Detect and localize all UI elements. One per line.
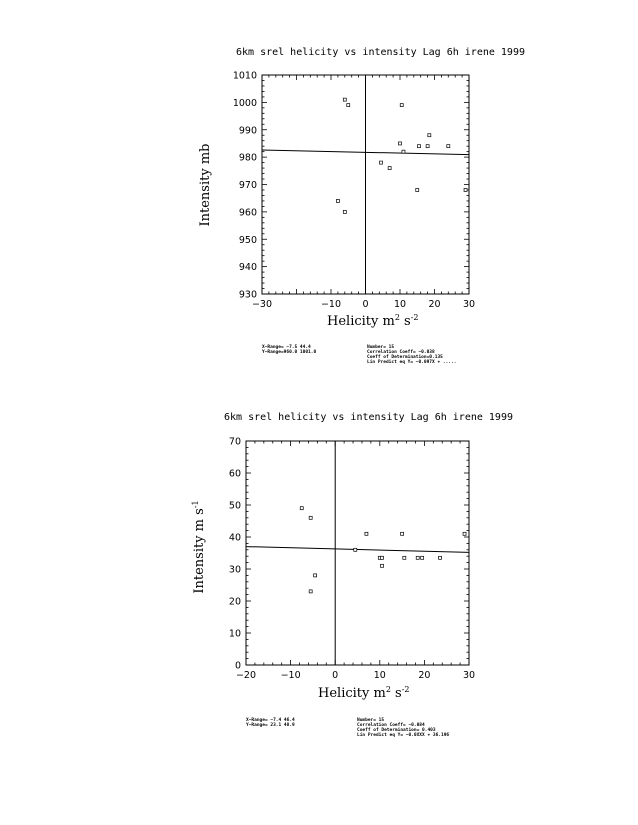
x-tick-label: 30 bbox=[462, 670, 476, 681]
y-tick-label: 950 bbox=[238, 234, 257, 246]
data-point bbox=[421, 556, 424, 559]
data-point bbox=[381, 564, 384, 567]
x-tick-label: −20 bbox=[235, 670, 257, 681]
data-point bbox=[401, 532, 404, 535]
y-axis-label bbox=[191, 500, 207, 593]
regression-line bbox=[246, 547, 469, 553]
stats-left-line: X−Range= −7.4 46.4 bbox=[246, 718, 295, 723]
data-point bbox=[343, 98, 346, 101]
x-tick-label: 30 bbox=[462, 299, 476, 310]
data-point bbox=[388, 167, 391, 170]
data-point bbox=[403, 556, 406, 559]
x-tick-label: 20 bbox=[428, 299, 441, 310]
y-tick-label: 940 bbox=[238, 262, 257, 274]
y-axis-label-main: Intensity mb bbox=[198, 143, 213, 227]
data-point bbox=[309, 516, 312, 519]
x-tick-label: −10 bbox=[320, 299, 342, 310]
data-point bbox=[343, 210, 346, 213]
data-point bbox=[400, 104, 403, 107]
stats-left-line: Y−Range=960.0 1001.0 bbox=[262, 350, 317, 355]
y-tick-label: 1010 bbox=[232, 70, 257, 82]
data-point bbox=[463, 532, 466, 535]
x-axis-label-mid: s bbox=[399, 314, 411, 329]
y-tick-label: 70 bbox=[228, 436, 241, 448]
chart-windspeed-vs-helicity bbox=[191, 412, 513, 738]
stats-right-line: Lin Predict eq Y= −0.097X + ..... bbox=[367, 360, 457, 365]
data-point bbox=[354, 548, 357, 551]
y-tick-label: 960 bbox=[238, 207, 257, 219]
x-axis-label-sup1: 2 bbox=[394, 313, 400, 322]
y-tick-label: 980 bbox=[238, 152, 257, 164]
y-tick-label: 50 bbox=[228, 500, 241, 512]
data-point bbox=[416, 188, 419, 191]
data-point bbox=[381, 556, 384, 559]
x-axis-label bbox=[318, 685, 410, 701]
x-axis-label-mid: s bbox=[390, 686, 402, 701]
data-point bbox=[464, 188, 467, 191]
x-axis-label-main: Helicity m bbox=[318, 686, 386, 701]
x-axis-label bbox=[327, 313, 419, 329]
data-point bbox=[347, 104, 350, 107]
stats-left-line: X−Range= −7.5 44.4 bbox=[262, 345, 311, 350]
stats-right-line: Coeff of Determination=0.135 bbox=[367, 355, 443, 360]
data-point bbox=[380, 161, 383, 164]
x-axis-label-sup1: 2 bbox=[385, 685, 391, 694]
x-tick-label: 0 bbox=[332, 670, 339, 681]
y-tick-label: 970 bbox=[238, 180, 257, 191]
x-tick-label: −10 bbox=[280, 670, 301, 681]
y-tick-label: 10 bbox=[228, 628, 241, 640]
data-point bbox=[336, 199, 339, 202]
x-tick-label: 10 bbox=[393, 299, 407, 310]
y-tick-label: 1000 bbox=[232, 97, 257, 109]
y-axis-label-main: Intensity m s bbox=[192, 508, 207, 594]
x-tick-label: 20 bbox=[418, 670, 431, 681]
chart-pressure-vs-helicity bbox=[198, 47, 525, 365]
x-tick-label: 0 bbox=[362, 299, 369, 310]
data-point bbox=[399, 142, 402, 145]
data-point bbox=[314, 574, 317, 577]
data-point bbox=[447, 145, 450, 148]
stats-left-line: Y−Range= 23.1 48.9 bbox=[246, 723, 295, 728]
chart-title: 6km srel helicity vs intensity Lag 6h irene 1999 bbox=[236, 47, 525, 58]
stats-right-line: Correlation Coeff= −0.084 bbox=[357, 723, 425, 728]
x-tick-label: 10 bbox=[373, 670, 386, 681]
chart-title: 6km srel helicity vs intensity Lag 6h irene 1999 bbox=[224, 412, 513, 423]
y-tick-label: 0 bbox=[234, 660, 241, 672]
stats-right-line: Number= 15 bbox=[357, 718, 385, 723]
data-point bbox=[402, 150, 405, 153]
y-axis-label bbox=[198, 144, 213, 227]
stats-right-line: Lin Predict eq Y= −0.0XXX + 36.196 bbox=[357, 733, 450, 738]
data-point bbox=[300, 507, 303, 510]
stats-right-line: Number= 15 bbox=[367, 345, 395, 350]
x-axis-label-sup2: -2 bbox=[401, 685, 410, 694]
y-tick-label: 30 bbox=[228, 564, 241, 576]
x-tick-label: −30 bbox=[251, 299, 273, 310]
x-axis-label-sup2: -2 bbox=[410, 313, 419, 322]
data-point bbox=[428, 134, 431, 137]
y-tick-label: 60 bbox=[228, 468, 241, 480]
data-point bbox=[416, 556, 419, 559]
data-point bbox=[365, 532, 368, 535]
data-point bbox=[309, 590, 312, 593]
x-axis-label-main: Helicity m bbox=[327, 314, 395, 329]
data-point bbox=[439, 556, 442, 559]
y-tick-label: 20 bbox=[228, 596, 241, 608]
y-tick-label: 930 bbox=[238, 289, 257, 301]
y-tick-label: 990 bbox=[238, 125, 257, 137]
data-point bbox=[417, 145, 420, 148]
plot-frame bbox=[246, 441, 469, 665]
y-axis-label-sup: -1 bbox=[191, 500, 200, 509]
stats-right-line: Correlation Coeff= −0.038 bbox=[367, 350, 435, 355]
data-point bbox=[426, 145, 429, 148]
y-tick-label: 40 bbox=[228, 532, 241, 544]
stats-right-line: Coeff of Determination= 0.403 bbox=[357, 728, 436, 733]
